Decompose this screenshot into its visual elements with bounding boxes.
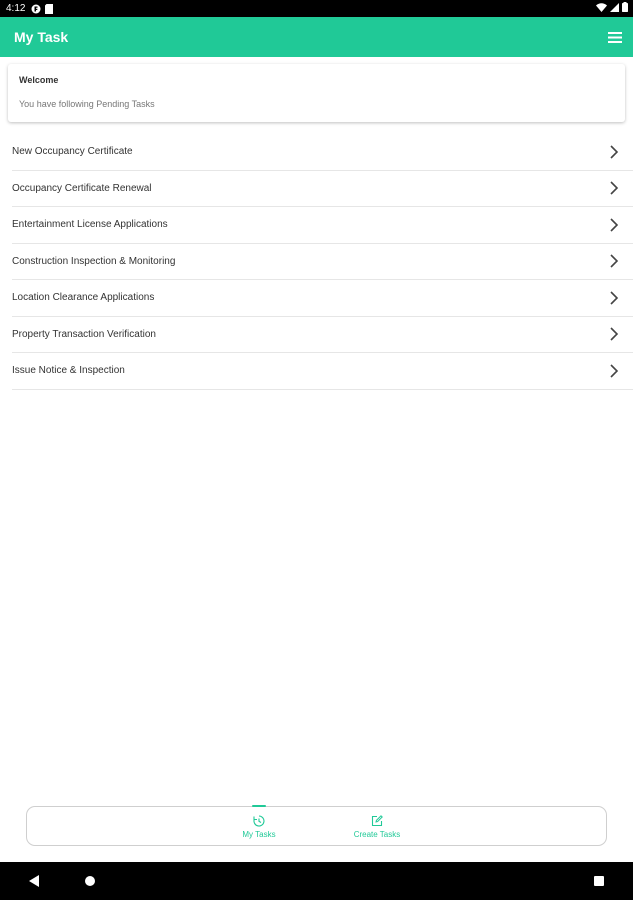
task-item-label: Property Transaction Verification (12, 328, 156, 340)
app-bar (0, 17, 633, 57)
wifi-icon (596, 3, 607, 15)
task-item-occupancy-certificate-renewal[interactable] (12, 171, 633, 208)
nav-tab-create-tasks[interactable] (337, 807, 417, 847)
task-item-entertainment-license-applications[interactable] (12, 207, 633, 244)
task-item-label: New Occupancy Certificate (12, 146, 133, 158)
system-nav-bar (0, 862, 633, 900)
task-item-label: Construction Inspection & Monitoring (12, 255, 176, 267)
edit-icon (371, 815, 383, 827)
clock-icon (253, 815, 265, 827)
status-bar (0, 0, 633, 17)
chevron-right-icon (609, 327, 619, 341)
chevron-right-icon (609, 218, 619, 232)
chevron-right-icon (609, 145, 619, 159)
task-item-property-transaction-verification[interactable] (12, 317, 633, 354)
task-item-label: Entertainment License Applications (12, 219, 168, 231)
app-notification-icon (31, 4, 41, 14)
chevron-right-icon (609, 181, 619, 195)
welcome-heading: Welcome (19, 75, 59, 85)
recent-apps-icon[interactable] (594, 876, 604, 886)
task-item-issue-notice-inspection[interactable] (12, 353, 633, 390)
task-item-label: Location Clearance Applications (12, 292, 155, 304)
task-item-construction-inspection-monitoring[interactable] (12, 244, 633, 281)
battery-icon (622, 2, 628, 15)
nav-tab-label: My Tasks (242, 830, 276, 839)
back-icon[interactable] (29, 875, 39, 887)
nav-tab-label: Create Tasks (353, 830, 401, 839)
task-item-location-clearance-applications[interactable] (12, 280, 633, 317)
task-item-label: Issue Notice & Inspection (12, 365, 125, 377)
task-item-new-occupancy-certificate[interactable] (12, 134, 633, 171)
chevron-right-icon (609, 364, 619, 378)
task-item-label: Occupancy Certificate Renewal (12, 182, 152, 194)
nav-tab-my-tasks[interactable] (219, 807, 299, 847)
chevron-right-icon (609, 291, 619, 305)
status-time: 4:12 (6, 3, 26, 14)
task-list (12, 134, 633, 390)
bottom-nav (26, 806, 607, 846)
hamburger-menu-icon[interactable] (607, 29, 623, 45)
welcome-card (8, 64, 625, 122)
page-title: My Task (14, 29, 69, 45)
active-tab-indicator (252, 805, 266, 807)
chevron-right-icon (609, 254, 619, 268)
sim-icon (45, 4, 53, 14)
home-icon[interactable] (85, 876, 95, 886)
welcome-subtext: You have following Pending Tasks (19, 99, 155, 109)
signal-icon (610, 3, 619, 15)
